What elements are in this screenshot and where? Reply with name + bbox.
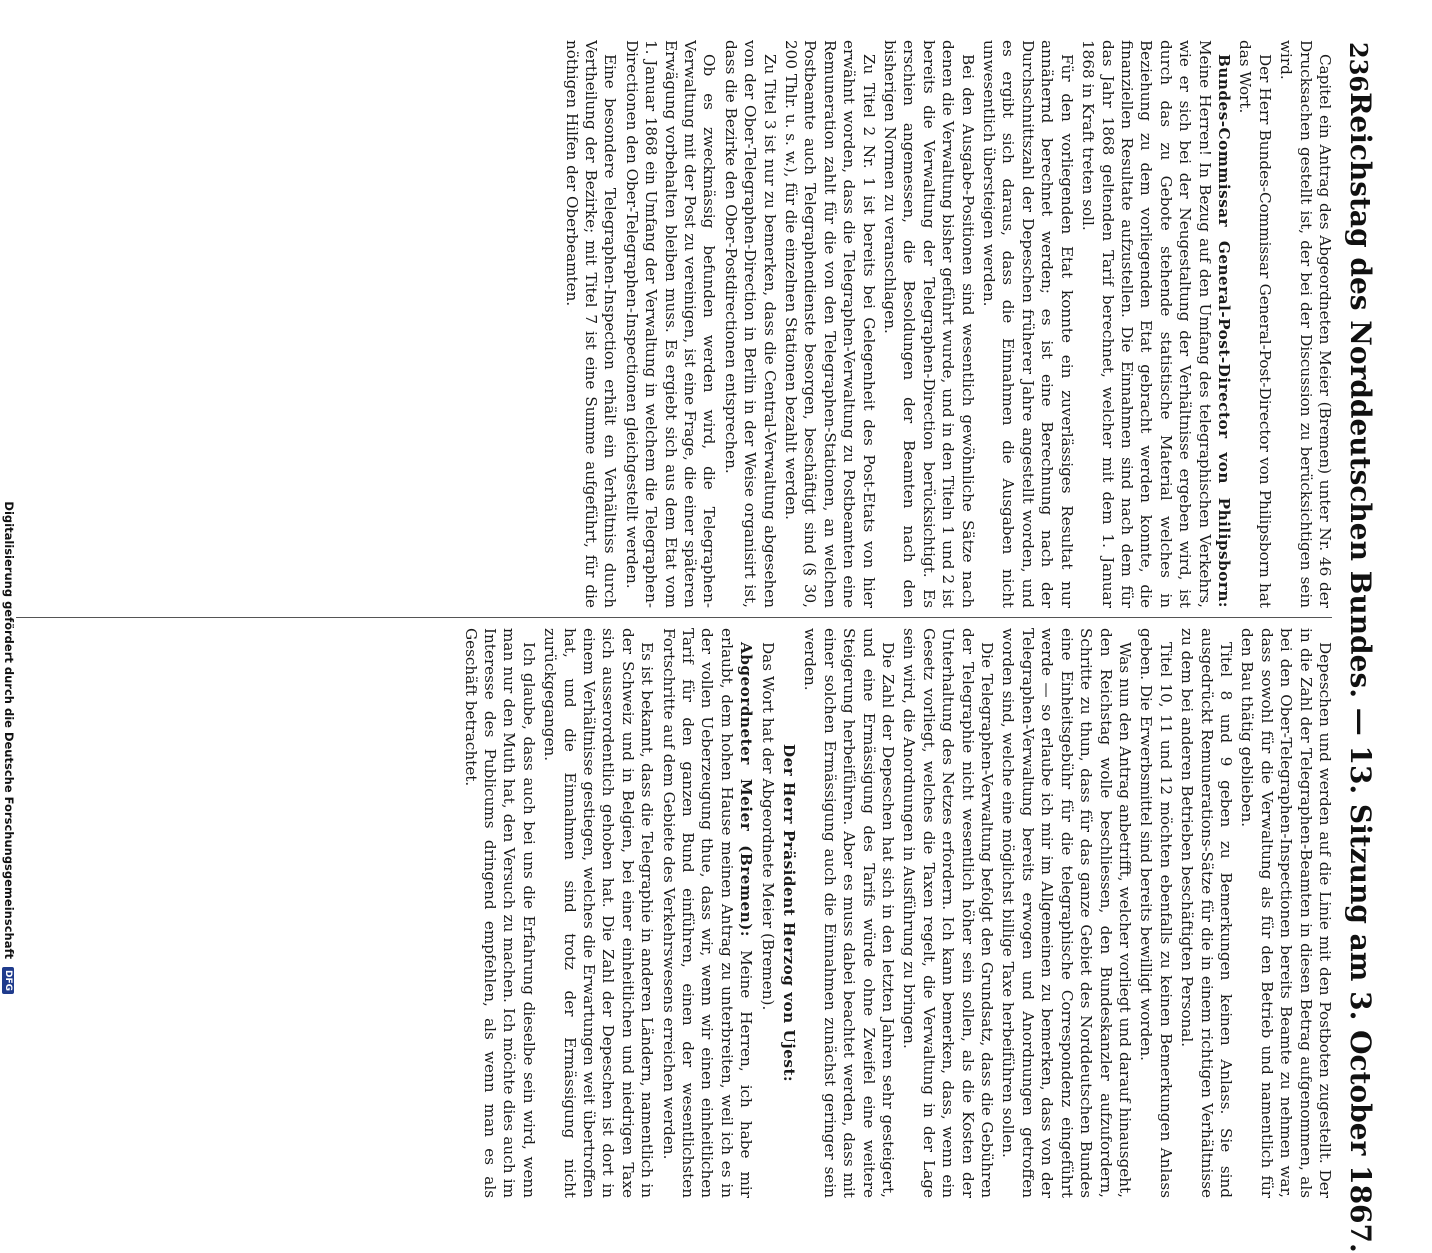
paragraph-text: Für den vorliegenden Etat konnte ein zuverlässiges Resultat nur annähernd berechnet werden; es ist eine Berechnung nach der Durchschnittszahl der Depeschen früherer Jahre angestellt worden, und es ergibt sich daraus, dass die Einnahmen die Ausgaben nicht unwesentlich übersteigen werden. <box>980 40 1076 608</box>
paragraph <box>621 40 718 608</box>
paragraph-text: Ich glaube, dass auch bei uns die Erfahrung dieselbe sein wird, wenn man nur den Muth hat, den Versuch zu machen. Ich möchte dies auch im Interesse des Publicums dringend empfehlen, als wenn man es als Geschäft betrachtet. <box>461 628 538 1198</box>
paragraph-text: Capitel ein Antrag des Abgeordneten Meier (Bremen) unter Nr. 46 der Drucksachen gestellt ist, der bei der Discussion zu berücksichtigen sein wird. <box>1277 40 1334 608</box>
credit-text: Digitalisierung gefördert durch die Deutsche Forschungsgemeinschaft <box>2 501 16 959</box>
paragraph <box>880 40 977 608</box>
paragraph-text: Der Herr Bundes-Commissar General-Post-Director von Philipsborn hat das Wort. <box>1236 40 1274 608</box>
paragraph-text: Meine Herren, ich habe mir erlaubt, dem hohen Hause meinen Antrag zu unterbreiten, weil ich es in der vollen Ueberzeugung thue, dass wir, wenn wir einen einheitlichen Tarif für den ganzen Bund einführen, einen der wesentlichsten Fortschritte auf dem Gebiete des Verkehrswesens erreichen werden. <box>659 628 756 1198</box>
paragraph <box>658 628 755 1198</box>
paragraph <box>1276 40 1334 608</box>
paragraph <box>998 628 1134 1198</box>
paragraph-text: Ob es zweckmässig befunden werden wird, die Telegraphen-Verwaltung mit der Post zu vereinigen, ist eine Frage, die einer späteren Erwägung vorbehalten bleiben muss. Es ergiebt sich aus dem Etat vom 1. Januar 1868 ein Umfang der Verwaltung in welchem die Telegraphen-Directionen den Ober-Telegraphen-Inspectionen gleichgestellt werden. <box>622 40 719 608</box>
paragraph <box>757 628 776 1198</box>
paragraph-text: Meine Herren! In Bezug auf den Umfang des telegraphischen Verkehrs, wie er sich bei der Neugestaltung der Verhältnisse ergeben wird, ist durch das zu Gebote stehende statistische Material welches in Beziehung zu dem vorliegenden Etat gebracht werden konnte, die finanziellen Resultate aufzustellen. Die Einnahmen sind nach dem für das Jahr 1868 geltenden Tarif berechnet, welcher mit dem 1. Januar 1868 in Kraft treten soll. <box>1079 40 1214 608</box>
paragraph-text: Bei den Ausgabe-Positionen sind wesentlich gewöhnliche Sätze nach denen die Verwaltung bisher geführt wurde, und in den Titeln 1 und 2 ist bereits die Verwaltung der Telegraphen-Direction berücksichtigt. Es erschien angemessen, die Besoldungen der Beamten nach den bisherigen Normen zu veranschlagen. <box>881 40 977 608</box>
paragraph-text: Die Telegraphen-Verwaltung befolgt den Grundsatz, dass die Gebühren der Telegraphie nicht wesentlich höher sein sollen, als die Kosten der Unterhaltung des Netzes erfordern. Ich kann bemerken, dass, wenn ein Gesetz vorliegt, welches die Taxen regelt, die Verwaltung in der Lage sein wird, die Anordnungen in Ausführung zu bringen. <box>900 628 997 1198</box>
paragraph <box>1078 40 1233 608</box>
paragraph <box>800 628 897 1198</box>
paragraph <box>979 40 1076 608</box>
digitization-credit <box>0 0 16 1000</box>
right-column <box>14 628 1334 1198</box>
paragraph <box>781 40 878 608</box>
paragraph <box>1177 628 1235 1198</box>
paragraph-text: Das Wort hat der Abgeordnete Meier (Bremen). <box>758 642 777 1011</box>
paragraph <box>1237 628 1334 1198</box>
paragraph <box>460 628 538 1198</box>
page-header <box>1344 42 1386 1253</box>
speaker-name: Bundes-Commissar General-Post-Director von Philipsborn: <box>1214 54 1233 608</box>
paragraph-text: Zu Titel 2 Nr. 1 ist bereits bei Gelegenheit des Post-Etats von hier erwähnt worden, dass die Telegraphen-Verwaltung zu Postbeamten eine Remuneration zahlt für die von den Telegraphen-Stationen, an welchen Postbeamte auch Telegraphendienste besorgen, beschäftigt sind (§ 30, 200 Thlr. u. s. w.), für die einzelnen Stationen bezahlt werden. <box>782 40 878 608</box>
paragraph <box>540 628 656 1198</box>
paragraph-text: Depeschen und werden auf die Linie mit den Postboten zugestellt. Der in die Zahl der Telegraphen-Beamten in diesen Betrag aufgenommen, als bei den Ober-Telegraphen-Inspectionen bereits Beamte zu nehmen war, dass sowohl für die Verwaltung als für den Betrieb und namentlich für den Bau thätig geblieben. <box>1238 628 1334 1198</box>
speaker-name: Der Herr Präsident Herzog von Ujest: <box>780 743 799 1083</box>
paragraph-text: Eine besondere Telegraphen-Inspection erhält ein Verhältniss durch Vertheilung der Bezirke; mit Titel 7 ist eine Summe aufgeführt, für die nöthigen Hilfen der Oberbeamten. <box>562 40 620 608</box>
paragraph <box>720 40 778 608</box>
left-column <box>14 40 1334 608</box>
page-title: Reichstag des Norddeutschen Bundes. — 13. Sitzung am 3. October 1867. <box>1344 92 1377 1253</box>
paragraph <box>779 628 798 1198</box>
paragraph-text: Was nun den Antrag anbetrifft, welcher vorliegt und darauf hinausgeht, den Reichstag wolle beschliessen, den Bundeskanzler aufzufordern, Schritte zu thun, dass für das ganze Gebiet des Norddeutschen Bundes eine Einheitsgebühr für die telegraphische Correspondenz eingeführt werde — so erlaube ich mir im Allgemeinen zu bemerken, dass von der Telegraphen-Verwaltung bereits erwogen und Anordnungen getroffen worden sind, welche eine möglichst billige Taxe herbeiführen sollen. <box>999 628 1134 1198</box>
column-divider <box>16 617 1332 618</box>
dfg-logo-icon: DFG <box>3 967 15 994</box>
speaker-name: Abgeordneter Meier (Bremen): <box>737 642 756 938</box>
paragraph <box>1235 40 1274 608</box>
paragraph-text: Zu Titel 3 ist nur zu bemerken, dass die Central-Verwaltung abgesehen von der Ober-Telegraphen-Direction in Berlin in der Weise organisirt ist, dass die Bezirke den Ober-Postdirectionen entsprechen. <box>721 40 779 608</box>
paragraph-text: Es ist bekannt, dass die Telegraphie in anderen Ländern, namentlich in der Schweiz und in Belgien, bei einer einheitlichen und niedrigen Taxe sich ausserordentlich gehoben hat. Die Zahl der Depeschen ist dort in einem Verhältnisse gestiegen, welches die Erwartungen weit übertroffen hat, und die Einnahmen sind trotz der Ermässigung nicht zurückgegangen. <box>541 628 657 1198</box>
paragraph-text: Titel 8 und 9 geben zu Bemerkungen keinen Anlass. Sie sind ausgedrückt Remunerations-Sätze für die in einem richtigen Verhältnisse zu dem bei anderen Betrieben beschäftigten Personal. <box>1178 628 1235 1198</box>
paragraph <box>899 628 996 1198</box>
page-number: 236 <box>1344 42 1373 93</box>
paragraph-text: Die Zahl der Depeschen hat sich in den letzten Jahren sehr gesteigert, und eine Ermässigung des Tarifs würde ohne Zweifel eine weitere Steigerung herbeiführen. Aber es muss dabei beachtet werden, dass mit einer solchen Ermässigung auch die Einnahmen zunächst geringer sein werden. <box>801 628 898 1198</box>
paragraph <box>561 40 619 608</box>
paragraph-text: Titel 10, 11 und 12 möchten ebenfalls zu keinen Bemerkungen Anlass geben. Die Erwerbsmittel sind bereits bewilligt worden. <box>1137 628 1175 1198</box>
paragraph <box>1136 628 1175 1198</box>
